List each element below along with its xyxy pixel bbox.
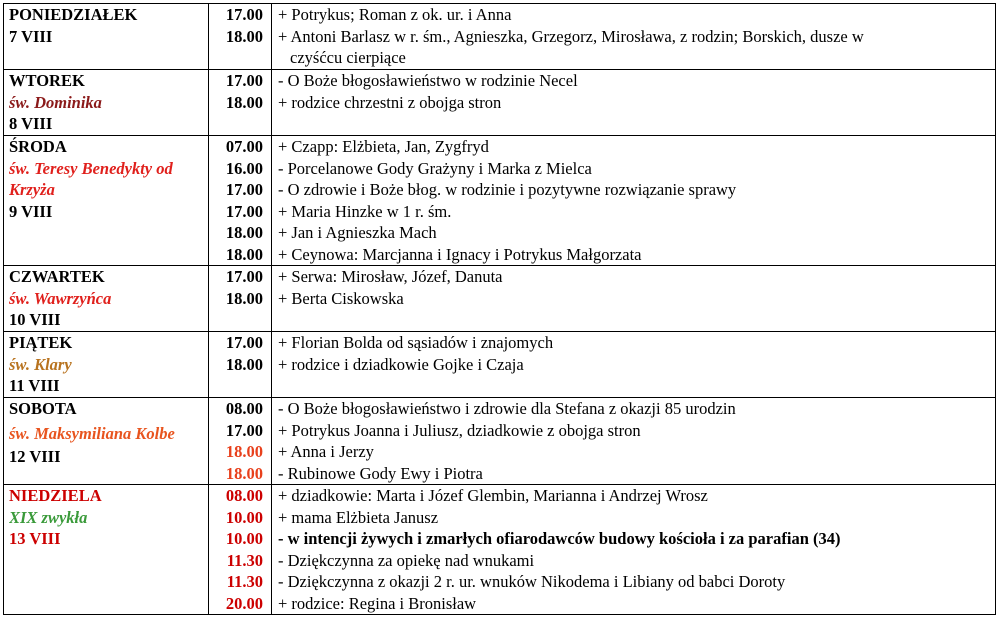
intention: + mama Elżbieta Janusz <box>278 507 439 527</box>
mass-time: 16.00 <box>225 158 263 178</box>
day-date: 10 VIII <box>9 310 61 329</box>
day-row-friday <box>4 332 996 398</box>
intentions-cell <box>272 266 996 332</box>
intention: - O Boże błogosławieństwo w rodzinie Necel <box>278 71 578 90</box>
mass-time: 17.00 <box>225 180 263 199</box>
times-cell <box>209 70 272 136</box>
intention: - Dziękczynna z okazji 2 r. ur. wnuków Nikodema i Libiany od babci Doroty <box>278 572 786 591</box>
mass-time: 17.00 <box>225 5 263 24</box>
mass-time: 18.00 <box>225 442 263 461</box>
mass-time: 18.00 <box>225 463 263 483</box>
mass-time: 08.00 <box>225 486 263 505</box>
intention: + Berta Ciskowska <box>278 288 404 308</box>
saint-name: św. Maksymiliana Kolbe <box>9 423 175 443</box>
mass-time: 17.00 <box>225 71 263 90</box>
day-row-wednesday <box>4 136 996 266</box>
day-row-sunday <box>4 485 996 615</box>
day-name: WTOREK <box>9 71 85 90</box>
day-name: CZWARTEK <box>9 267 105 286</box>
intention: - Porcelanowe Gody Grażyny i Marka z Mielca <box>278 158 592 178</box>
saint-name: XIX zwykła <box>9 507 88 527</box>
intention: + Potrykus; Roman z ok. ur. i Anna <box>278 5 512 24</box>
mass-schedule-table <box>3 3 996 615</box>
mass-time: 07.00 <box>225 137 263 156</box>
mass-time: 17.00 <box>225 201 263 221</box>
day-cell <box>4 398 209 485</box>
times-cell <box>209 266 272 332</box>
day-cell <box>4 485 209 615</box>
day-row-saturday <box>4 398 996 485</box>
intentions-cell <box>272 398 996 485</box>
intention: + Potrykus Joanna i Juliusz, dziadkowie z obojga stron <box>278 420 641 440</box>
day-cell <box>4 70 209 136</box>
day-name: PIĄTEK <box>9 333 73 352</box>
intention: - O zdrowie i Boże błog. w rodzinie i pozytywne rozwiązanie sprawy <box>278 180 737 199</box>
day-row-thursday <box>4 266 996 332</box>
times-cell <box>209 398 272 485</box>
intention: + Ceynowa: Marcjanna i Ignacy i Potrykus Małgorzata <box>278 244 642 264</box>
saint-name: św. Wawrzyńca <box>9 288 112 308</box>
day-name: PONIEDZIAŁEK <box>9 5 138 24</box>
intention: + Czapp: Elżbieta, Jan, Zygfryd <box>278 137 489 156</box>
intention: + dziadkowie: Marta i Józef Glembin, Marianna i Andrzej Wrosz <box>278 486 708 505</box>
day-date: 13 VIII <box>9 529 61 548</box>
day-cell <box>4 266 209 332</box>
day-date: 11 VIII <box>9 376 60 395</box>
intention: - Rubinowe Gody Ewy i Piotra <box>278 463 483 483</box>
mass-time: 17.00 <box>225 267 263 286</box>
intention: - O Boże błogosławieństwo i zdrowie dla Stefana z okazji 85 urodzin <box>278 399 736 418</box>
intentions-cell <box>272 332 996 398</box>
intention: + Serwa: Mirosław, Józef, Danuta <box>278 267 503 286</box>
intention: + Florian Bolda od sąsiadów i znajomych <box>278 333 554 352</box>
mass-time: 20.00 <box>225 593 263 613</box>
day-name: ŚRODA <box>9 137 67 156</box>
mass-time: 18.00 <box>225 223 263 242</box>
intention: + Maria Hinzke w 1 r. śm. <box>278 201 452 221</box>
times-cell <box>209 332 272 398</box>
intention: + rodzice: Regina i Bronisław <box>278 593 477 613</box>
day-name: SOBOTA <box>9 399 77 418</box>
intention-continuation: czyśćcu cierpiące <box>290 48 406 67</box>
saint-name: św. Teresy Benedykty od <box>9 158 173 178</box>
intention: + Antoni Barlasz w r. śm., Agnieszka, Grzegorz, Mirosława, z rodzin; Borskich, dusze w <box>278 26 864 46</box>
mass-time: 11.30 <box>226 550 263 570</box>
day-cell <box>4 332 209 398</box>
saint-name: św. Dominika <box>9 92 102 112</box>
mass-time: 11.30 <box>226 572 263 591</box>
day-cell <box>4 4 209 70</box>
intention: + rodzice i dziadkowie Gojke i Czaja <box>278 354 524 374</box>
intention: - Dziękczynna za opiekę nad wnukami <box>278 550 535 570</box>
saint-name-cont: Krzyża <box>9 180 55 199</box>
intentions-cell <box>272 136 996 266</box>
mass-time: 18.00 <box>225 92 263 112</box>
intention: + Anna i Jerzy <box>278 442 374 461</box>
mass-time: 17.00 <box>225 420 263 440</box>
intention: + rodzice chrzestni z obojga stron <box>278 92 502 112</box>
mass-time: 18.00 <box>225 26 263 46</box>
times-cell <box>209 485 272 615</box>
mass-time: 08.00 <box>225 399 263 418</box>
intentions-cell <box>272 70 996 136</box>
day-cell <box>4 136 209 266</box>
mass-time: 10.00 <box>225 529 263 548</box>
mass-time: 18.00 <box>225 244 263 264</box>
mass-time: 18.00 <box>225 288 263 308</box>
day-row-monday <box>4 4 996 70</box>
mass-time: 18.00 <box>225 354 263 374</box>
day-date: 8 VIII <box>9 114 53 133</box>
times-cell <box>209 136 272 266</box>
intentions-cell <box>272 4 996 70</box>
mass-time: 17.00 <box>225 333 263 352</box>
day-row-tuesday <box>4 70 996 136</box>
day-date: 9 VIII <box>9 201 53 221</box>
intention: + Jan i Agnieszka Mach <box>278 223 437 242</box>
intentions-cell <box>272 485 996 615</box>
day-date: 7 VIII <box>9 26 53 46</box>
mass-time: 10.00 <box>225 507 263 527</box>
day-name: NIEDZIELA <box>9 486 102 505</box>
times-cell <box>209 4 272 70</box>
day-date: 12 VIII <box>9 447 61 466</box>
saint-name: św. Klary <box>9 354 72 374</box>
intention-parish: - w intencji żywych i zmarłych ofiarodawców budowy kościoła i za parafian (34) <box>278 529 841 548</box>
